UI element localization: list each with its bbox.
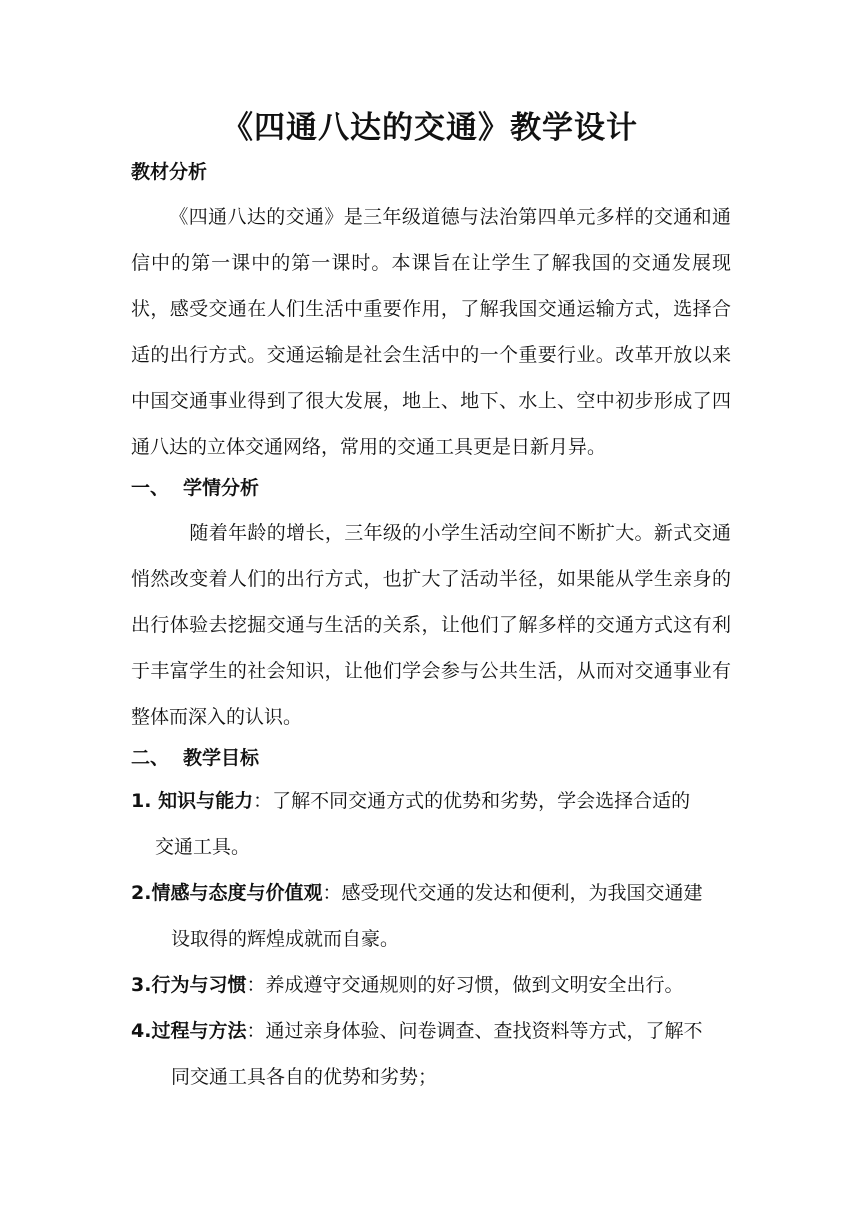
goal-text: ：了解不同交通方式的优势和劣势，学会选择合适的 [253, 790, 691, 812]
goal-label: 情感与态度与价值观 [151, 882, 323, 904]
goal-label: 行为与习惯 [151, 974, 247, 996]
goal-text: ：通过亲身体验、问卷调查、查找资料等方式，了解不 [246, 1020, 703, 1042]
goal-text: ：养成遵守交通规则的好习惯，做到文明安全出行。 [246, 974, 684, 996]
heading-teaching-goals [131, 742, 259, 774]
goal-first-line [131, 1020, 702, 1042]
goal-continuation: 设取得的辉煌成就而自豪。 [171, 928, 400, 950]
paragraph-text: 随着年龄的增长，三年级的小学生活动空间不断扩大。新式交通悄然改变着人们的出行方式，也扩大了活动半径，如果能从学生亲身的出行体验去挖掘交通与生活的关系，让他们了解多样的交通方式这有利于丰富学生的社会知识，让他们学会参与公共生活，从而对交通事业有整体而深入的认识。 [131, 522, 731, 728]
goal-first-line [131, 882, 702, 904]
goal-label: 过程与方法 [151, 1020, 247, 1042]
heading-textbook-analysis [131, 156, 207, 188]
goal-continuation: 交通工具。 [155, 836, 251, 858]
page-title: 《四通八达的交通》教学设计 [222, 110, 638, 146]
goal-number: 3. [131, 974, 152, 996]
goal-continuation: 同交通工具各自的优势和劣势； [171, 1066, 438, 1088]
goal-item-behavior [131, 962, 731, 1008]
section-number: 二、 [131, 747, 170, 769]
goal-label: 知识与能力 [158, 790, 254, 812]
heading-label: 教材分析 [131, 161, 208, 183]
goal-item-knowledge [131, 778, 731, 870]
paragraph-student-analysis [131, 510, 731, 740]
paragraph-text: 《四通八达的交通》是三年级道德与法治第四单元多样的交通和通信中的第一课中的第一课时。本课旨在让学生了解我国的交通发展现状，感受交通在人们生活中重要作用，了解我国交通运输方式，选择合适的出行方式。交通运输是社会生活中的一个重要行业。改革开放以来中国交通事业得到了很大发展，地上、地下、水上、空中初步形成了四通八达的立体交通网络，常用的交通工具更是日新月异。 [131, 206, 731, 458]
goal-first-line [131, 974, 683, 996]
section-number: 一、 [131, 477, 170, 499]
heading-student-analysis [131, 472, 259, 504]
goal-number: 4. [131, 1020, 152, 1042]
goal-number: 2. [131, 882, 152, 904]
goal-item-emotion [131, 870, 731, 962]
paragraph-textbook-analysis [131, 194, 731, 470]
heading-label: 教学目标 [183, 747, 260, 769]
goal-text: ：感受现代交通的发达和便利，为我国交通建 [322, 882, 703, 904]
heading-label: 学情分析 [183, 477, 260, 499]
goal-item-process [131, 1008, 731, 1100]
goal-number: 1. [131, 790, 159, 812]
goal-first-line [131, 790, 690, 812]
